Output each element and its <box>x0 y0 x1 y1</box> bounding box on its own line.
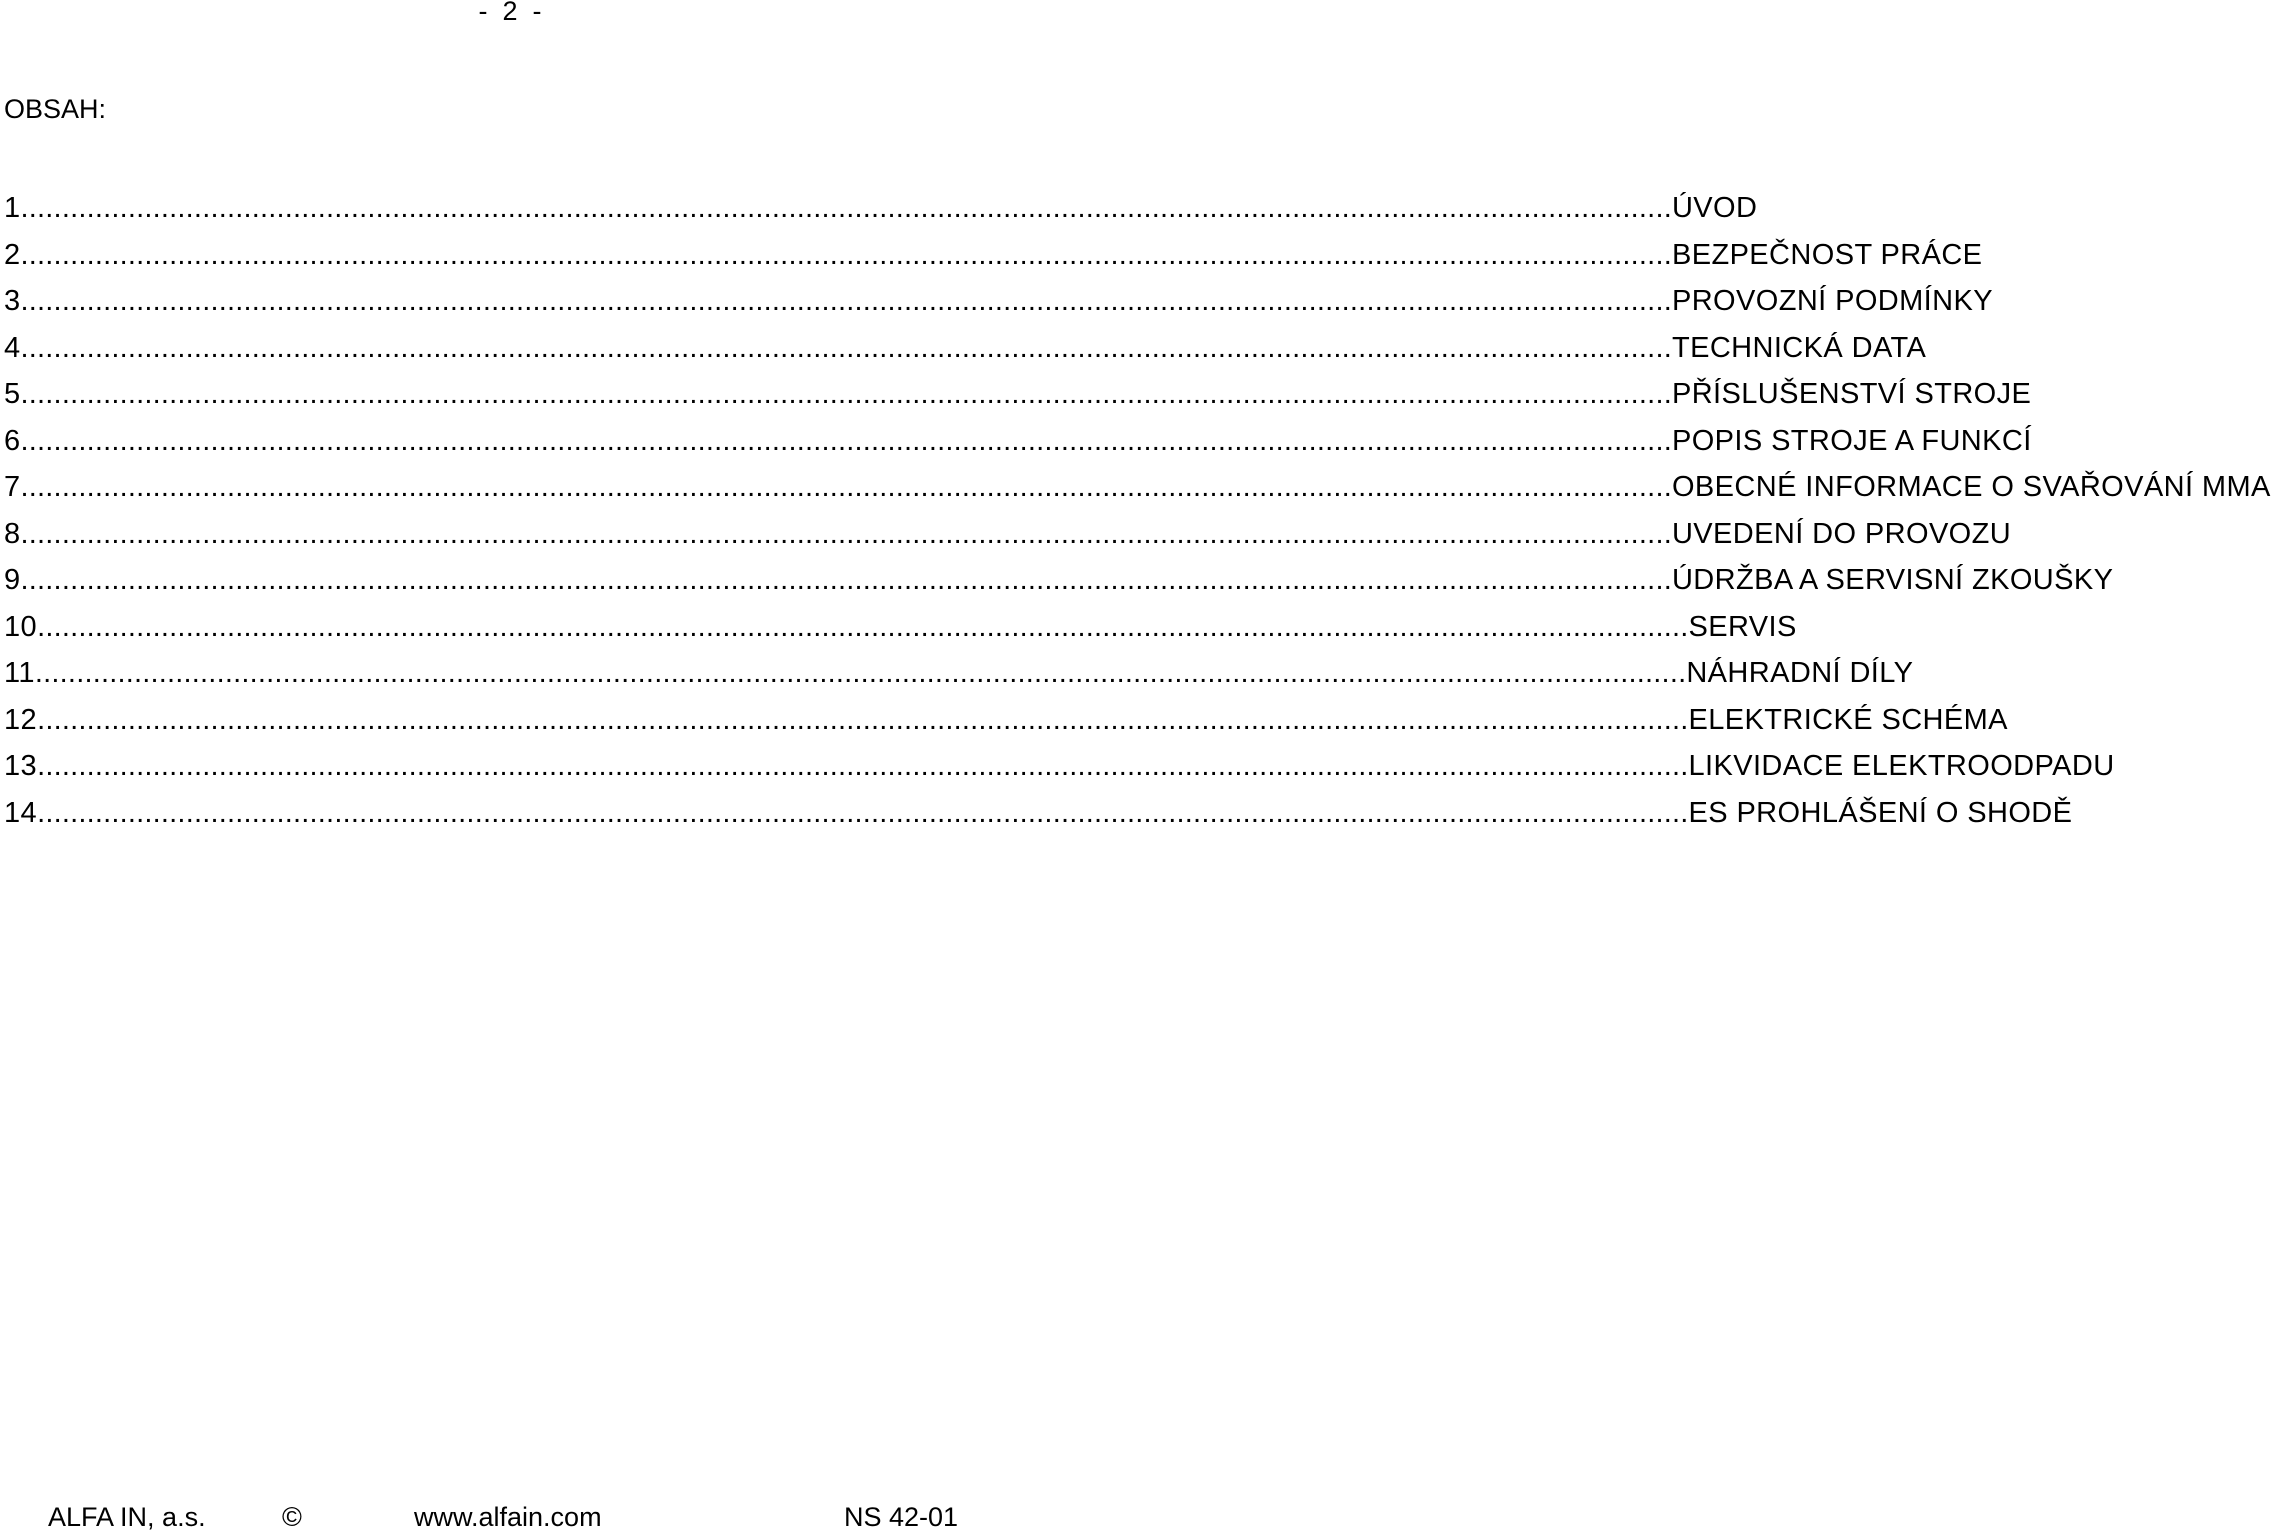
toc-entry <box>4 378 2032 425</box>
toc-entry <box>4 564 2114 611</box>
toc-entry-title: UVEDENÍ DO PROVOZU <box>1671 517 2012 550</box>
toc-entry-number: 2 <box>4 238 21 271</box>
footer-website: www.alfain.com <box>414 1502 602 1532</box>
footer-company: ALFA IN, a.s. <box>48 1502 206 1532</box>
toc-entry-title: LIKVIDACE ELEKTROODPADU <box>1688 750 2115 782</box>
toc-entry-title: ELEKTRICKÉ SCHÉMA <box>1688 703 2008 736</box>
toc-leader-dots: ........................................................................................................................................................................................................ <box>37 703 1689 736</box>
toc-entry-title: POPIS STROJE A FUNKCÍ <box>1671 424 2032 457</box>
toc-entry-number: 7 <box>4 471 21 503</box>
toc-leader-dots: ........................................................................................................................................................................................................ <box>20 285 1672 317</box>
toc-leader-dots: ........................................................................................................................................................................................................ <box>37 610 1689 643</box>
toc-entry <box>4 657 1914 704</box>
toc-entry-number: 5 <box>4 378 21 410</box>
footer-document-code: NS 42-01 <box>844 1502 959 1532</box>
toc-entry-number: 1 <box>4 192 21 224</box>
toc-leader-dots: ........................................................................................................................................................................................................ <box>20 564 1672 596</box>
table-of-contents <box>4 192 2271 843</box>
toc-entry <box>4 192 1758 239</box>
toc-entry-title: ÚDRŽBA A SERVISNÍ ZKOUŠKY <box>1671 564 2114 596</box>
toc-entry-number: 14 <box>4 796 38 829</box>
page-footer <box>0 1502 960 1536</box>
toc-entry-number: 4 <box>4 331 21 364</box>
toc-entry-title: TECHNICKÁ DATA <box>1671 331 1927 364</box>
toc-entry-number: 6 <box>4 424 21 457</box>
toc-entry-title: PŘÍSLUŠENSTVÍ STROJE <box>1671 378 2032 410</box>
toc-entry-number: 8 <box>4 517 21 550</box>
toc-entry <box>4 424 2032 472</box>
toc-entry-number: 10 <box>4 610 38 643</box>
toc-heading: OBSAH: <box>4 94 107 124</box>
toc-entry-title: OBECNÉ INFORMACE O SVAŘOVÁNÍ MMA <box>1671 471 2271 503</box>
toc-leader-dots: ........................................................................................................................................................................................................ <box>37 750 1689 782</box>
toc-leader-dots: ........................................................................................................................................................................................................ <box>20 331 1672 364</box>
toc-entry-title: SERVIS <box>1688 610 1797 643</box>
toc-leader-dots: ........................................................................................................................................................................................................ <box>37 796 1689 829</box>
toc-entry <box>4 796 2073 844</box>
toc-entry-number: 11 <box>4 657 35 689</box>
toc-leader-dots: ........................................................................................................................................................................................................ <box>34 657 1687 689</box>
toc-entry-title: ES PROHLÁŠENÍ O SHODĚ <box>1688 796 2073 829</box>
toc-leader-dots: ........................................................................................................................................................................................................ <box>20 192 1672 224</box>
toc-leader-dots: ........................................................................................................................................................................................................ <box>20 378 1672 410</box>
copyright-icon: © <box>282 1502 302 1532</box>
toc-entry-number: 9 <box>4 564 21 596</box>
toc-entry <box>4 610 1797 658</box>
toc-entry <box>4 238 1983 286</box>
page-number: - 2 - <box>478 0 542 26</box>
toc-entry <box>4 703 2008 751</box>
toc-entry-number: 12 <box>4 703 38 736</box>
toc-entry <box>4 750 2115 797</box>
toc-entry-title: BEZPEČNOST PRÁCE <box>1671 238 1983 271</box>
toc-entry-title: ÚVOD <box>1671 192 1758 224</box>
toc-leader-dots: ........................................................................................................................................................................................................ <box>20 424 1672 457</box>
toc-entry <box>4 517 2012 565</box>
toc-entry-title: PROVOZNÍ PODMÍNKY <box>1671 285 1993 317</box>
toc-entry <box>4 285 1993 332</box>
toc-leader-dots: ........................................................................................................................................................................................................ <box>20 471 1672 503</box>
toc-entry <box>4 331 1927 379</box>
toc-entry-number: 3 <box>4 285 21 317</box>
toc-entry-number: 13 <box>4 750 38 782</box>
toc-entry-title: NÁHRADNÍ DÍLY <box>1686 657 1914 689</box>
toc-leader-dots: ........................................................................................................................................................................................................ <box>20 238 1672 271</box>
toc-leader-dots: ........................................................................................................................................................................................................ <box>20 517 1672 550</box>
toc-entry <box>4 471 2271 518</box>
